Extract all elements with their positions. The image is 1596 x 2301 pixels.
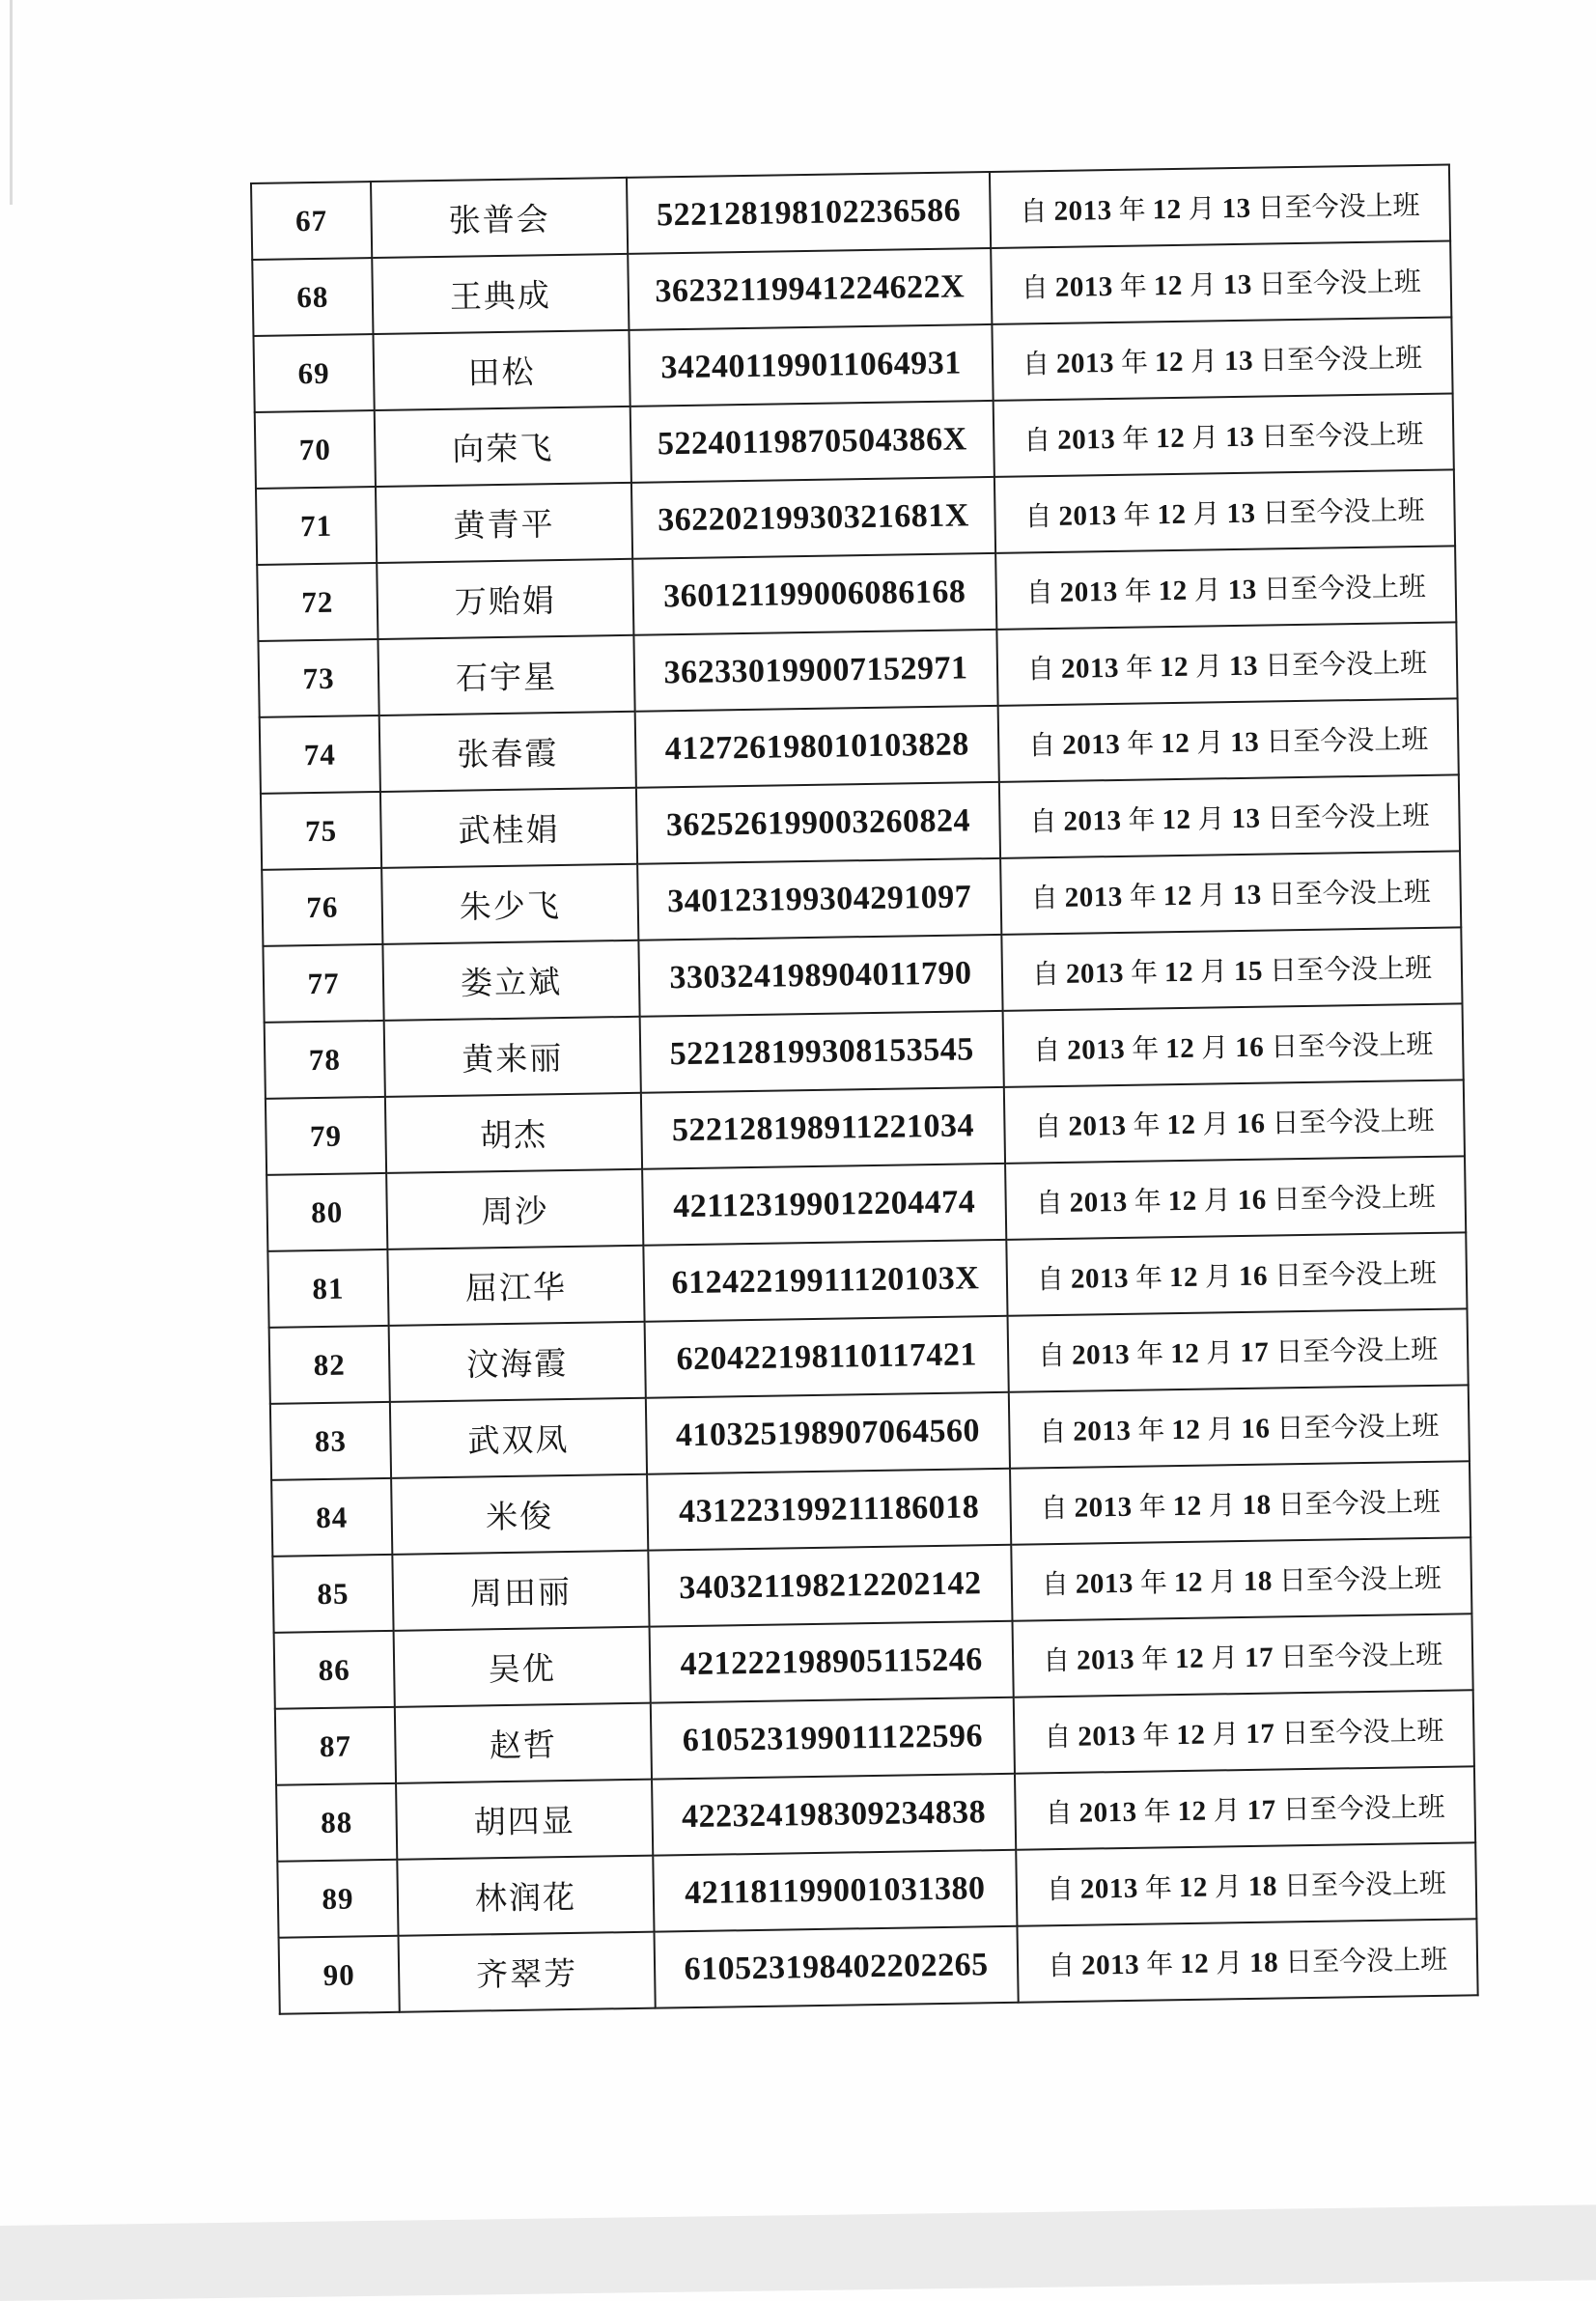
person-name-cell: 万贻娟: [377, 559, 633, 639]
status-number: 12: [1176, 1719, 1206, 1751]
status-number: 13: [1231, 802, 1261, 834]
status-number: 12: [1173, 1566, 1204, 1598]
status-number: 2013: [1079, 1872, 1139, 1905]
id-number-cell: 620422198110117421: [645, 1316, 1009, 1398]
row-number-cell: 74: [260, 716, 380, 794]
person-name-cell: 屈江华: [387, 1246, 644, 1326]
absence-status-cell: 自 2013 年 12 月 18 日至今没上班: [1016, 1842, 1476, 1925]
status-number: 16: [1237, 1184, 1267, 1216]
status-number: 12: [1157, 498, 1187, 530]
person-name-cell: 胡杰: [385, 1093, 642, 1173]
absence-status-cell: 自 2013 年 12 月 16 日至今没上班: [1004, 1080, 1465, 1163]
person-name-cell: 吴优: [394, 1627, 651, 1707]
status-number: 15: [1233, 955, 1264, 987]
status-number: 12: [1169, 1337, 1200, 1369]
status-number: 13: [1222, 268, 1253, 300]
scan-artifact-bottom-band: [0, 2204, 1596, 2301]
absence-status-cell: 自 2013 年 12 月 13 日至今没上班: [994, 393, 1454, 476]
row-number-cell: 67: [251, 182, 372, 260]
status-number: 2013: [1063, 804, 1122, 837]
status-number: 18: [1242, 1489, 1272, 1521]
scan-artifact-left-edge: [10, 0, 13, 205]
row-number-cell: 77: [263, 944, 383, 1023]
row-number-cell: 72: [257, 563, 378, 641]
id-number-cell: 422324198309234838: [652, 1774, 1016, 1856]
status-number: 12: [1172, 1490, 1202, 1522]
status-number: 12: [1162, 803, 1191, 835]
status-number: 13: [1232, 879, 1262, 911]
status-number: 18: [1247, 1870, 1278, 1902]
id-number-cell: 522128198102236586: [627, 172, 991, 254]
person-name-cell: 米俊: [391, 1474, 648, 1555]
id-number-cell: 342401199011064931: [629, 324, 993, 407]
absence-status-cell: 自 2013 年 12 月 17 日至今没上班: [1014, 1690, 1474, 1773]
status-number: 2013: [1066, 1033, 1126, 1066]
attendance-table-wrap: [250, 163, 1479, 2014]
absence-status-cell: 自 2013 年 12 月 15 日至今没上班: [1001, 927, 1462, 1010]
status-number: 13: [1226, 497, 1256, 529]
person-name-cell: 朱少飞: [381, 864, 638, 944]
status-number: 17: [1246, 1718, 1275, 1750]
status-number: 2013: [1071, 1338, 1131, 1371]
status-number: 2013: [1053, 194, 1112, 227]
person-name-cell: 田松: [373, 330, 630, 410]
status-number: 12: [1168, 1261, 1199, 1293]
id-number-cell: 330324198904011790: [638, 935, 1002, 1017]
status-number: 13: [1229, 726, 1260, 758]
absence-status-cell: 自 2013 年 12 月 16 日至今没上班: [1003, 1003, 1464, 1086]
id-number-cell: 610523198402202265: [655, 1926, 1019, 2008]
person-name-cell: 武桂娟: [380, 788, 637, 868]
absence-status-cell: 自 2013 年 12 月 13 日至今没上班: [999, 774, 1460, 857]
absence-status-cell: 自 2013 年 12 月 18 日至今没上班: [1017, 1919, 1477, 2002]
status-number: 18: [1248, 1946, 1279, 1978]
status-number: 2013: [1061, 728, 1121, 761]
row-number-cell: 81: [267, 1249, 388, 1328]
status-number: 2013: [1055, 347, 1115, 379]
status-number: 12: [1152, 193, 1182, 225]
id-number-cell: 522128198911221034: [641, 1087, 1005, 1169]
status-number: 13: [1227, 574, 1258, 605]
id-number-cell: 421222198905115246: [650, 1621, 1014, 1703]
row-number-cell: 73: [258, 639, 378, 717]
row-number-cell: 69: [253, 334, 374, 412]
absence-status-cell: 自 2013 年 12 月 17 日至今没上班: [1015, 1766, 1475, 1849]
status-number: 2013: [1069, 1186, 1128, 1219]
person-name-cell: 张春霞: [379, 712, 636, 792]
id-number-cell: 360121199006086168: [632, 553, 996, 635]
person-name-cell: 汶海霞: [389, 1322, 646, 1402]
absence-status-cell: 自 2013 年 12 月 13 日至今没上班: [991, 240, 1451, 323]
absence-status-cell: 自 2013 年 12 月 16 日至今没上班: [1006, 1232, 1467, 1315]
id-number-cell: 421181199001031380: [653, 1850, 1017, 1932]
person-name-cell: 赵哲: [395, 1703, 652, 1783]
status-number: 12: [1164, 1032, 1195, 1064]
absence-status-cell: 自 2013 年 12 月 13 日至今没上班: [1000, 851, 1461, 934]
status-number: 12: [1178, 1871, 1209, 1903]
row-number-cell: 75: [261, 792, 381, 870]
absence-status-cell: 自 2013 年 12 月 13 日至今没上班: [996, 622, 1457, 705]
row-number-cell: 90: [279, 1936, 400, 2014]
status-number: 13: [1228, 650, 1259, 682]
absence-status-cell: 自 2013 年 12 月 17 日至今没上班: [1012, 1614, 1472, 1697]
absence-status-cell: 自 2013 年 12 月 18 日至今没上班: [1010, 1461, 1470, 1544]
row-number-cell: 84: [271, 1478, 392, 1557]
status-number: 12: [1171, 1414, 1201, 1445]
person-name-cell: 张普会: [371, 178, 628, 258]
status-number: 2013: [1075, 1567, 1134, 1600]
status-number: 12: [1166, 1108, 1196, 1140]
absence-status-cell: 自 2013 年 12 月 16 日至今没上班: [1005, 1156, 1466, 1239]
id-number-cell: 36220219930321681X: [631, 477, 995, 559]
status-number: 12: [1159, 651, 1190, 683]
status-number: 12: [1153, 269, 1184, 301]
row-number-cell: 82: [269, 1326, 390, 1404]
status-number: 2013: [1070, 1262, 1130, 1295]
status-number: 12: [1156, 422, 1186, 454]
person-name-cell: 黄来丽: [384, 1017, 641, 1097]
person-name-cell: 周田丽: [392, 1551, 649, 1631]
status-number: 17: [1244, 1642, 1274, 1673]
status-number: 2013: [1078, 1720, 1136, 1753]
id-number-cell: 362330199007152971: [633, 630, 997, 712]
id-number-cell: 410325198907064560: [646, 1392, 1010, 1474]
absence-status-cell: 自 2013 年 12 月 13 日至今没上班: [992, 317, 1452, 400]
status-number: 2013: [1076, 1643, 1135, 1676]
status-number: 12: [1179, 1948, 1210, 1979]
status-number: 13: [1221, 192, 1251, 224]
status-number: 17: [1239, 1336, 1270, 1368]
status-number: 12: [1162, 880, 1192, 912]
row-number-cell: 87: [275, 1707, 396, 1785]
status-number: 2013: [1068, 1109, 1127, 1142]
status-number: 2013: [1078, 1796, 1137, 1829]
absence-status-cell: 自 2013 年 12 月 18 日至今没上班: [1011, 1537, 1471, 1620]
row-number-cell: 83: [270, 1402, 391, 1480]
person-name-cell: 齐翠芳: [399, 1932, 656, 2012]
id-number-cell: 522128199308153545: [640, 1011, 1004, 1093]
row-number-cell: 85: [272, 1555, 393, 1633]
row-number-cell: 89: [277, 1860, 398, 1938]
attendance-table-body: [251, 164, 1478, 2013]
status-number: 2013: [1073, 1415, 1132, 1447]
absence-status-cell: 自 2013 年 12 月 17 日至今没上班: [1008, 1308, 1469, 1391]
id-number-cell: 412726198010103828: [635, 706, 999, 788]
id-number-cell: 36232119941224622X: [628, 248, 992, 330]
person-name-cell: 王典成: [372, 254, 629, 334]
person-name-cell: 林润花: [397, 1856, 654, 1936]
row-number-cell: 79: [266, 1097, 386, 1175]
status-number: 2013: [1080, 1949, 1140, 1981]
person-name-cell: 胡四显: [396, 1780, 653, 1860]
row-number-cell: 80: [266, 1173, 387, 1251]
status-number: 2013: [1058, 499, 1117, 532]
id-number-cell: 421123199012204474: [642, 1164, 1006, 1246]
status-number: 12: [1160, 727, 1190, 759]
person-name-cell: 石宇星: [378, 635, 634, 716]
absence-status-cell: 自 2013 年 12 月 16 日至今没上班: [1009, 1385, 1470, 1468]
absence-status-cell: 自 2013 年 12 月 13 日至今没上班: [994, 469, 1455, 552]
absence-status-cell: 自 2013 年 12 月 13 日至今没上班: [995, 546, 1456, 629]
absence-status-cell: 自 2013 年 12 月 13 日至今没上班: [990, 164, 1450, 247]
status-number: 13: [1225, 421, 1255, 453]
attendance-table: [250, 163, 1479, 2014]
status-number: 12: [1174, 1642, 1205, 1674]
id-number-cell: 362526199003260824: [636, 782, 1000, 864]
absence-status-cell: 自 2013 年 12 月 13 日至今没上班: [998, 698, 1459, 781]
id-number-cell: 431223199211186018: [647, 1469, 1011, 1551]
id-number-cell: 52240119870504386X: [630, 401, 994, 483]
id-number-cell: 61242219911120103X: [643, 1240, 1007, 1322]
status-number: 17: [1246, 1794, 1276, 1826]
status-number: 2013: [1057, 423, 1116, 456]
status-number: 2013: [1074, 1491, 1133, 1524]
status-number: 2013: [1065, 957, 1125, 990]
row-number-cell: 76: [262, 868, 382, 946]
person-name-cell: 武双凤: [390, 1398, 647, 1478]
row-number-cell: 68: [252, 258, 373, 336]
person-name-cell: 黄青平: [376, 483, 632, 563]
row-number-cell: 86: [274, 1631, 395, 1709]
person-name-cell: 向荣飞: [375, 407, 631, 487]
person-name-cell: 周沙: [386, 1169, 643, 1249]
id-number-cell: 340123199304291097: [637, 858, 1001, 940]
person-name-cell: 娄立斌: [382, 940, 639, 1021]
status-number: 16: [1238, 1260, 1269, 1292]
status-number: 2013: [1060, 652, 1120, 685]
status-number: 12: [1154, 346, 1185, 378]
status-number: 16: [1241, 1413, 1271, 1445]
status-number: 13: [1223, 345, 1254, 377]
status-number: 2013: [1059, 575, 1118, 608]
row-number-cell: 78: [265, 1021, 385, 1099]
row-number-cell: 71: [256, 487, 377, 565]
id-number-cell: 340321198212202142: [648, 1545, 1012, 1627]
status-number: 2013: [1054, 270, 1114, 303]
status-number: 12: [1167, 1185, 1197, 1217]
status-number: 2013: [1064, 881, 1123, 913]
row-number-cell: 70: [255, 410, 376, 489]
status-number: 16: [1234, 1031, 1265, 1063]
row-number-cell: 88: [276, 1783, 397, 1862]
status-number: 16: [1236, 1108, 1266, 1139]
id-number-cell: 610523199011122596: [651, 1698, 1015, 1780]
status-number: 18: [1243, 1565, 1274, 1597]
status-number: 12: [1158, 575, 1189, 606]
status-number: 12: [1177, 1795, 1207, 1827]
status-number: 12: [1163, 956, 1194, 988]
